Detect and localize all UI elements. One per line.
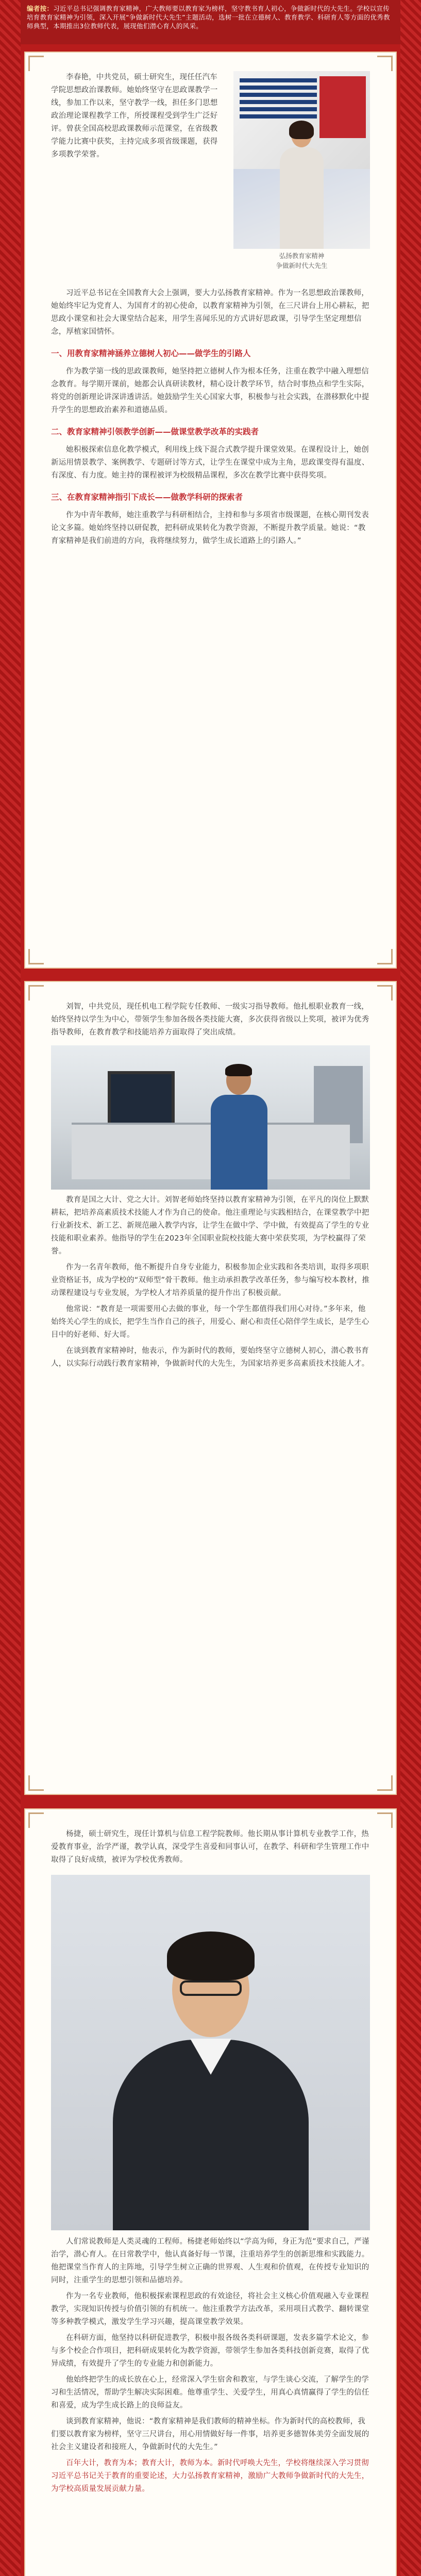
- paragraph: 谈到教育家精神，他说：“教育家精神是我们教师的精神坐标。作为新时代的高校教师，我们要以教育家为榜样，坚守三尺讲台，用心用情做好每一件事，培养更多德智体美劳全面发展的社会主义建设者和接班人，争做新时代的大先生。”: [51, 2417, 369, 2451]
- editor-note-text: 习近平总书记强调教育家精神，广大教师要以教育家为榜样，坚守教书育人初心，争做新时代的大先生。学校以宣传培育教育家精神为引领，深入开展“争做新时代大先生”主题活动，选树一批在立德树人、教育教学、科研育人等方面的优秀教师典型，本期推出3位教师代表，展现他们潜心育人的风采。: [27, 5, 390, 30]
- paragraph: 她积极探索信息化教学模式，利用线上线下混合式教学提升课堂效果。在课程设计上，她创新运用情景教学、案例教学、专题研讨等方式，让学生在课堂中成为主角，思政课变得有温度、有深度、有力度。她主持的课程被评为校级精品课程，多次在教学比赛中获得奖项。: [51, 446, 369, 480]
- paragraph: 他常说：“教育是一项需要用心去做的事业，每一个学生都值得我们用心对待。”多年来，他始终关心学生的成长，把学生当作自己的孩子，用爱心、耐心和责任心陪伴学生成长，是学生心目中的好老师、好大哥。: [51, 1305, 369, 1339]
- profile-row: [51, 71, 370, 278]
- paragraph: 作为中青年教师，她注重教学与科研相结合，主持和参与多项省市级课题，在核心期刊发表论文多篇。她始终坚持以研促教，把科研成果转化为教学资源，不断提升教学质量。她说：“教育家精神是我们前进的方向，我将继续努力，做学生成长道路上的引路人。”: [51, 511, 369, 545]
- corner-ornament: [28, 1812, 44, 1828]
- paragraph: 在谈到教育家精神时，他表示，作为新时代的教师，要始终坚守立德树人初心，潜心教书育人，以实际行动践行教育家精神，争做新时代的大先生，为国家培养更多高素质技术技能人才。: [51, 1347, 369, 1368]
- section-heading: 一、用教育家精神涵养立德树人初心——做学生的引路人: [51, 349, 251, 358]
- section-heading: 二、教育家精神引领教学创新——做课堂教学改革的实践者: [51, 427, 259, 436]
- photo-block: [233, 71, 370, 278]
- corner-ornament: [28, 985, 44, 1001]
- paragraph: 他始终把学生的成长放在心上，经常深入学生宿舍和教室，与学生谈心交流，了解学生的学习和生活情况，帮助学生解决实际困难。他尊重学生、关爱学生，用真心真情赢得了学生的信任和喜爱，成为学生成长路上的良师益友。: [51, 2376, 369, 2410]
- paragraph: 在科研方面，他坚持以科研促进教学，积极申报各级各类科研课题，发表多篇学术论文，参与多个校企合作项目，把科研成果转化为教学资源，带领学生参加各类科技创新竞赛，取得了优异成绩，有效提升了学生的专业能力和创新能力。: [51, 2334, 369, 2368]
- corner-ornament: [28, 56, 44, 71]
- corner-ornament: [377, 1812, 393, 1828]
- editor-note: [21, 0, 400, 44]
- corner-ornament: [28, 1775, 44, 1791]
- teacher-photo: [51, 1045, 370, 1190]
- corner-ornament: [377, 1775, 393, 1791]
- closing-paragraph: 百年大计，教育为本；教育大计，教师为本。新时代呼唤大先生，学校将继续深入学习贯彻习近平总书记关于教育的重要论述，大力弘扬教育家精神，激励广大教师争做新时代的大先生，为学校高质量发展贡献力量。: [51, 2459, 369, 2493]
- teacher-photo: [233, 71, 370, 249]
- poster-panel: [319, 76, 366, 138]
- teacher-card-3: [24, 1808, 397, 2576]
- photo-caption: 弘扬教育家精神 争做新时代大先生: [276, 252, 328, 269]
- teacher-card-2: [24, 981, 397, 1795]
- monitor-shape: [108, 1071, 175, 1128]
- paragraph: 人们常说教师是人类灵魂的工程师。杨捷老师始终以“学高为师，身正为范”要求自己，严谨治学，潜心育人。在日常教学中，他认真备好每一节课，注重培养学生的创新思维和实践能力。他把课堂当作育人的主阵地，引导学生树立正确的世界观、人生观和价值观，在传授专业知识的同时，注重学生的思想引领和品德培养。: [51, 2238, 369, 2284]
- left-border-pattern: [0, 0, 21, 2576]
- teacher-figure: [277, 123, 326, 249]
- paragraph: 作为教学第一线的思政课教师，她坚持把立德树人作为根本任务，注重在教学中融入理想信念教育。每学期开课前，她都会认真研读教材，精心设计教学环节，结合时事热点和学生实际，将党的创新理论讲深讲透讲活。她鼓励学生关心国家大事，积极参与社会实践，在潜移默化中提升学生的思想政治素养和道德品质。: [51, 367, 369, 414]
- paragraph: 教育是国之大计、党之大计。刘智老师始终坚持以教育家精神为引领，在平凡的岗位上默默耕耘，把培养高素质技术技能人才作为自己的使命。他注重理论与实践相结合，在课堂教学中把行业新技术、新工艺、新规范融入教学内容，让学生在做中学、学中做，有效提高了学生的专业技能和职业素养。他指导的学生在2023年全国职业院校技能大赛中荣获奖项，为学校赢得了荣誉。: [51, 1196, 369, 1256]
- profile-intro: 李春艳，中共党员，硕士研究生，现任任汽车学院思想政治课教师。她始终坚守在思政课教学一线，参加工作以来，坚守教学一线，担任多门思想政治理论课程教学工作，所授课程受到学生广泛好评。曾获全国高校思政课教师示范课堂，在省级教学能力比赛中获奖，主持完成多项省级课题，获得多项教学荣誉。: [51, 73, 218, 159]
- profile-intro: 杨捷，硕士研究生，现任计算机与信息工程学院教师。他长期从事计算机专业教学工作，热爱教育事业，治学严谨，教学认真，深受学生喜爱和同事认可，在教学、科研和学生管理工作中取得了良好成绩，被评为学校优秀教师。: [51, 1830, 369, 1864]
- glasses-shape: [180, 1980, 242, 1996]
- paragraph: 作为一名青年教师，他不断提升自身专业能力，积极参加企业实践和各类培训，取得多项职业资格证书，成为学校的“双师型”骨干教师。他主动承担教学改革任务，参与编写校本教材，推动课程建设与专业发展，为学校人才培养质量的提升作出了积极贡献。: [51, 1263, 370, 1297]
- teacher-figure: [206, 1066, 273, 1190]
- teacher-card-1: [24, 52, 397, 969]
- paragraph: 习近平总书记在全国教育大会上强调，要大力弘扬教育家精神。作为一名思想政治课教师，她始终牢记为党育人、为国育才的初心使命，以教育家精神为引领，在三尺讲台上用心耕耘，把思政小课堂和社会大课堂结合起来，用学生喜闻乐见的方式讲好思政课，引导学生坚定理想信念，厚植家国情怀。: [51, 289, 369, 336]
- paragraph: 作为一名专业教师，他积极探索课程思政的有效途径，将社会主义核心价值观融入专业课程教学，实现知识传授与价值引领的有机统一。他注重教学方法改革，采用项目式教学、翻转课堂等多种教学模式，激发学生学习兴趣，提高课堂教学效果。: [51, 2292, 369, 2326]
- corner-ornament: [377, 56, 393, 71]
- profile-intro: 刘智，中共党员，现任机电工程学院专任教师、一级实习指导教师。他扎根职业教育一线，始终坚持以学生为中心，带领学生参加各级各类技能大赛，多次获得省级以上奖项，被评为优秀指导教师，在教育教学和技能培养方面取得了突出成绩。: [51, 1003, 369, 1037]
- section-heading: 三、在教育家精神指引下成长——做教学科研的探索者: [51, 493, 243, 502]
- poster-text-lines: [240, 78, 317, 82]
- teacher-portrait: [51, 1875, 370, 2230]
- corner-ornament: [377, 949, 393, 964]
- corner-ornament: [28, 949, 44, 964]
- corner-ornament: [377, 985, 393, 1001]
- right-border-pattern: [400, 0, 421, 2576]
- editor-note-lead: 编者按：: [27, 5, 54, 12]
